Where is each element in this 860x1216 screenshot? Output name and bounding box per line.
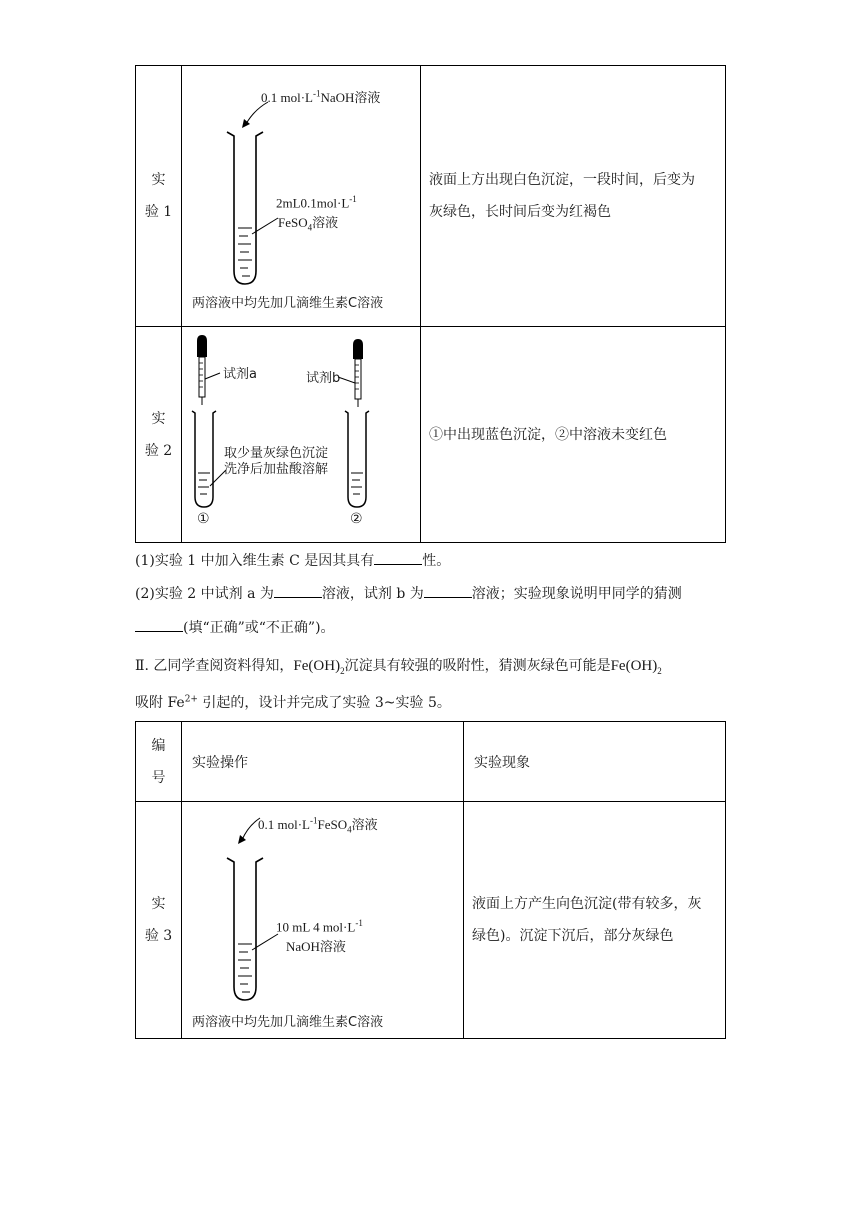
exp2-label-line2: 验 2 [144,442,173,459]
exp3-label-line1: 实 [151,896,166,912]
answer-blank[interactable] [274,585,322,598]
exp1-label-line2: 验 1 [144,204,173,220]
exp2-note-line1: 取少量灰绿色沉淀 [224,446,329,461]
exp3-caption: 两溶液中均先加几滴维生素C溶液 [192,1015,384,1030]
table-row [136,66,726,327]
answer-blank[interactable] [424,585,472,598]
exp1-observation-line1: 液面上方出现白色沉淀，一段时间，后变为 [429,172,695,188]
question-2-line1: (2)实验 2 中试剂 a 为 溶液，试剂 b 为 溶液；实验现象说明甲同学的猜测 [135,586,682,602]
exp3-observation-line2: 绿色)。沉淀下沉后，部分灰绿色 [472,928,674,944]
exp3-figure [182,802,464,1039]
table-row [136,327,726,543]
exp1-reagent-top: 0.1 $mol\cdot L^{-1}NaOH$溶液 [261,88,381,105]
exp1-reagent-side-line1: $2mL0.1mol\cdot L^{-1}$ [276,194,357,211]
exp3-label [136,802,182,1039]
exp2-label-line1: 实 [151,410,166,427]
section-2-line1: Ⅱ. 乙同学查阅资料得知，$Fe(OH)_2$沉淀具有较强的吸附性，猜测灰绿色可能是$Fe(OH)_2$ [135,658,662,676]
table-header-row [136,722,726,802]
exp1-observation-line2: 灰绿色，长时间后变为红褐色 [429,204,611,220]
experiment-table-1 [135,65,726,543]
exp1-reagent-side-line2: FeSO$_4$溶液 [278,215,339,233]
exp1-caption: 两溶液中均先加几滴维生素C溶液 [192,296,384,311]
answer-blank[interactable] [374,552,422,565]
experiment-table-2 [135,721,726,1039]
header-operation: 实验操作 [182,722,464,802]
table-row [136,802,726,1039]
dropper-a-label: 试剂a [223,367,257,382]
tube-1-label: ① [197,511,210,527]
exp1-label [136,66,182,327]
dropper-tubes-diagram [182,327,421,542]
exp3-observation [464,802,726,1039]
exp3-label-line2: 验 3 [144,928,173,944]
exp1-label-line1: 实 [151,172,166,188]
exp3-reagent-side-line1: 10 mL 4 $mol\cdot L^{-1}$ [276,918,363,935]
header-phenomenon: 实验现象 [464,722,726,802]
exp1-figure [182,66,421,327]
header-number [136,722,182,802]
exp2-figure [182,327,421,543]
question-2-line2: (填“正确”或“不正确”)。 [135,617,335,637]
formula-1: $Fe(OH)_2$ [293,658,345,676]
header-number-line1: 编 [151,737,166,754]
section-2-line2: 吸附 $Fe^{2+}$ 引起的，设计并完成了实验 3~实验 5。 [135,694,451,711]
exp3-observation-line1: 液面上方产生向色沉淀(带有较多，灰 [472,896,702,912]
exp2-label [136,327,182,543]
dropper-b-label: 试剂b [306,371,341,386]
question-1: (1)实验 1 中加入维生素 C 是因其具有 性。 [135,553,451,569]
formula-2: $Fe(OH)_2$ [610,658,662,676]
exp2-observation: ①中出现蓝色沉淀，②中溶液未变红色 [421,327,726,543]
exp2-note-line2: 洗净后加盐酸溶解 [224,462,329,477]
exp3-reagent-top: 0.1 $mol\cdot L^{-1}FeSO_4$溶液 [258,815,378,835]
exp3-reagent-side-line2: NaOH溶液 [286,939,346,954]
answer-blank[interactable] [135,619,183,632]
header-number-line2: 号 [151,769,166,786]
tube-2-label: ② [350,511,363,527]
exp1-observation [421,66,726,327]
